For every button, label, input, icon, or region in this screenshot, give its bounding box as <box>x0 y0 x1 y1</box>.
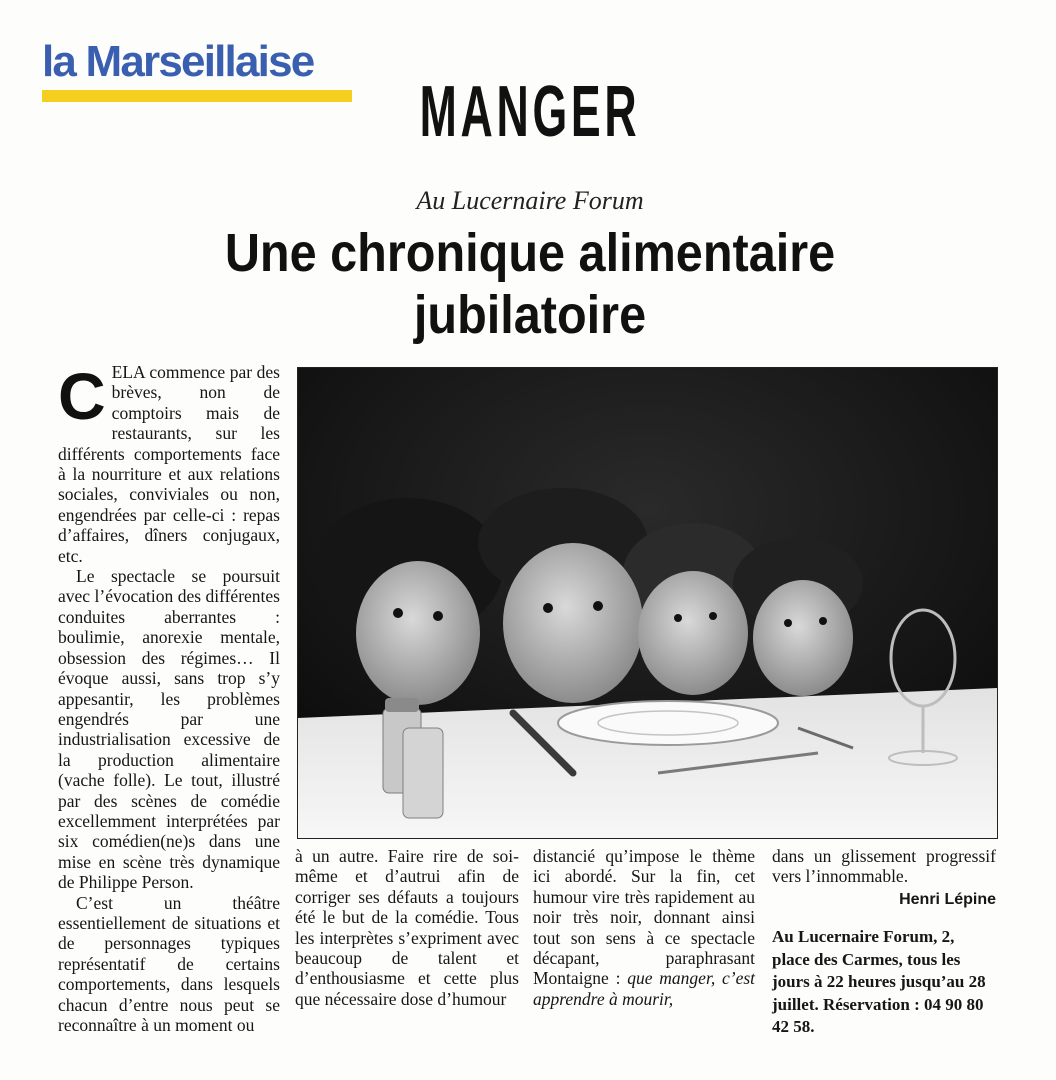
practical-info: Au Lucernaire Forum, 2, place des Carmes, tous les jours à 22 heures jusqu’au 28 juillet. Réservation : 04 90 80 42 58. <box>772 927 986 1037</box>
article-paragraph-1 <box>58 359 280 566</box>
column-3-paragraph <box>533 846 755 1009</box>
column-4-text: dans un glissement progressif vers l’innommable. <box>772 846 996 887</box>
headline-line-1: Une chronique alimentaire <box>224 223 836 283</box>
drop-cap: C <box>58 359 106 433</box>
article-paragraph-2: Le spectacle se poursuit avec l’évocation des différentes conduites aberrantes : boulimie, anorexie mentale, obsession des régimes… Il évoque aussi, sans trop s’y appesantir, les problèmes engendrés par une industrialisation excessive de la production alimentaire (vache folle). Le tout, illustré par des scènes de comédie excellemment interprétées par six comédien(ne)s dans une mise en scène très dynamique de Philippe Person. <box>58 566 280 893</box>
column-2-text: à un autre. Faire rire de soi-même et d’autrui afin de corriger ses défauts a toujours été le but de la comédie. Tous les interprètes s’expriment avec beaucoup de talent et d’enthousiasme et cette plus que nécessaire dose d’humour <box>295 846 519 1009</box>
article-column-4 <box>772 846 996 1039</box>
photo-illustration <box>298 368 997 838</box>
author-byline: Henri Lépine <box>899 890 996 908</box>
article-paragraph-3: C’est un théâtre essentiellement de situations et de personnages typiques représentatif de certains comportements, dans lesquels chacun d’entre nous peut se reconnaître à un moment ou <box>58 892 280 1035</box>
column-3-text: distancié qu’impose le thème ici abordé. Sur la fin, cet humour vire très rapidement au noir très noir, donnant ainsi tout son sens à ce spectacle décapant, paraphrasant Montaigne : <box>533 846 755 989</box>
masthead-yellow-bar <box>42 90 352 102</box>
article-column-3 <box>533 846 755 1009</box>
article-photo <box>297 367 998 839</box>
article-headline <box>152 222 908 346</box>
article-column-1 <box>58 359 280 1035</box>
paragraph-1-text: ELA commence par des brèves, non de comptoirs mais de restaurants, sur les différents comportements face à la nourriture et aux relations sociales, conviviales ou non, engendrées par celle-ci : repas d’affaires, dîners conjugaux, etc. <box>58 362 280 566</box>
section-rubric: MANGER <box>419 72 641 152</box>
article-column-2 <box>295 846 519 1009</box>
article-kicker: Au Lucernaire Forum <box>416 186 644 215</box>
newspaper-logo: la Marseillaise <box>42 37 314 86</box>
montaigne-quote: que manger, c’est apprendre à mourir, <box>533 968 756 1009</box>
headline-line-2: jubilatoire <box>413 285 647 345</box>
newspaper-masthead <box>42 36 354 102</box>
